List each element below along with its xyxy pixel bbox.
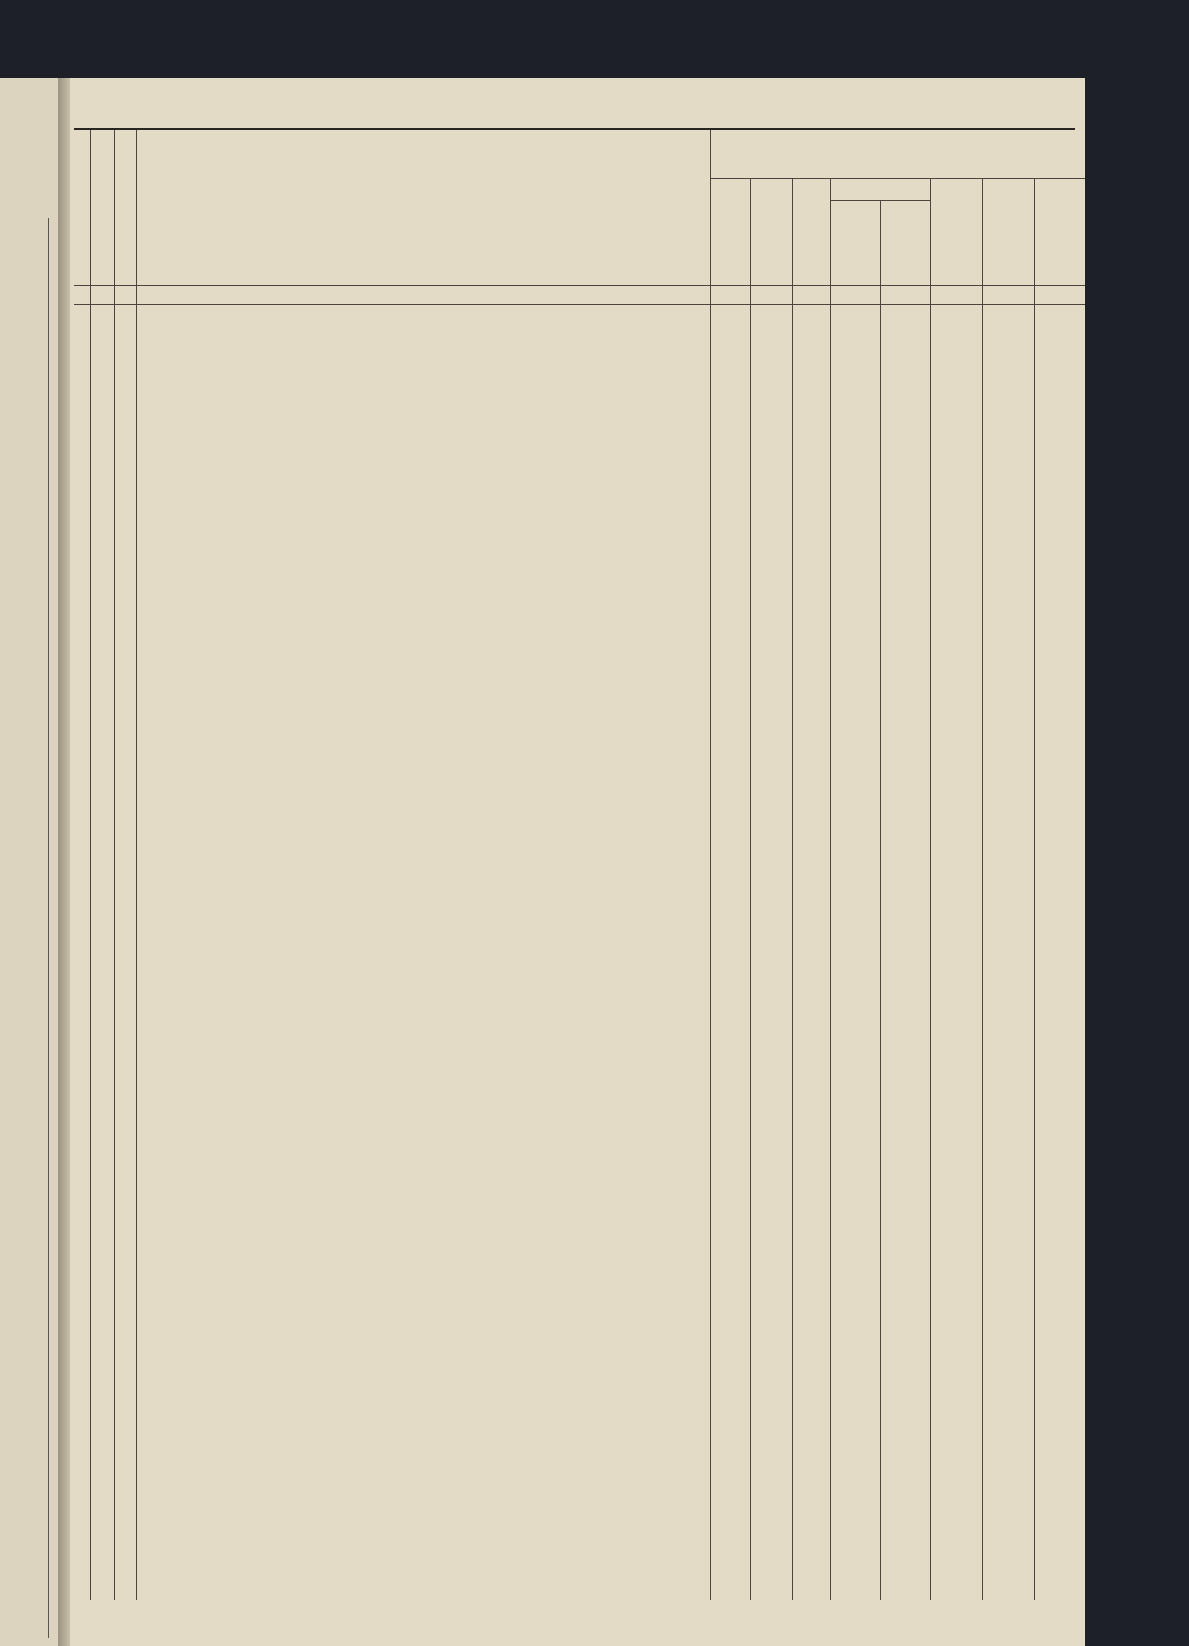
grid-line xyxy=(90,130,91,1600)
column-head-vsego xyxy=(994,184,1028,280)
grid-line xyxy=(930,178,931,1600)
grid-line xyxy=(114,130,115,1600)
column-head-lesa xyxy=(890,184,924,280)
grid-line xyxy=(830,178,831,1600)
grid-line xyxy=(136,130,137,1600)
grid-line xyxy=(792,178,793,1600)
grid-line xyxy=(74,304,1085,305)
document-page xyxy=(70,78,1085,1646)
grid-line xyxy=(710,178,1085,179)
left-page-rule xyxy=(48,218,49,1638)
grid-line xyxy=(982,178,983,1600)
grid-line xyxy=(1034,178,1035,1600)
grid-line xyxy=(880,200,881,1600)
left-page-fragment xyxy=(0,78,58,1646)
grid-line xyxy=(74,285,1085,286)
grid-line xyxy=(750,178,751,1600)
book-spine xyxy=(58,78,70,1646)
column-head-itogo-udobnoy xyxy=(942,184,976,280)
column-head-sukhodolnogo xyxy=(840,204,874,280)
grid-line xyxy=(710,130,711,1600)
header-rule xyxy=(74,128,1075,130)
